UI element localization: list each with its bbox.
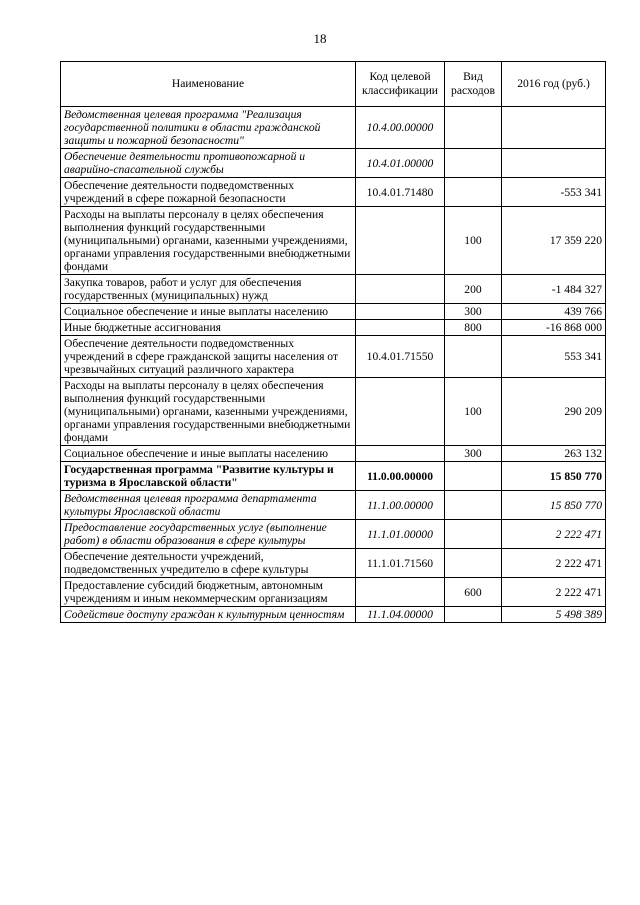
row-name-cell: Предоставление субсидий бюджетным, автономным учреждениям и иным некоммерческим организациям [61, 578, 356, 607]
row-name-cell: Иные бюджетные ассигнования [61, 320, 356, 336]
row-kind-cell: 100 [445, 378, 502, 446]
table-row [61, 207, 606, 275]
row-kind-cell: 300 [445, 446, 502, 462]
row-amount-cell: 2 222 471 [502, 520, 606, 549]
row-kind-cell [445, 149, 502, 178]
table-row [61, 491, 606, 520]
row-kind-cell: 600 [445, 578, 502, 607]
row-amount-cell: 290 209 [502, 378, 606, 446]
row-amount-cell: 2 222 471 [502, 578, 606, 607]
row-amount-cell: -553 341 [502, 178, 606, 207]
row-code-cell [356, 304, 445, 320]
page-number: 18 [313, 31, 327, 46]
table-row [61, 336, 606, 378]
header-name: Наименование [61, 62, 356, 107]
row-name-cell: Социальное обеспечение и иные выплаты населению [61, 446, 356, 462]
table-row [61, 462, 606, 491]
row-name-cell: Расходы на выплаты персоналу в целях обеспечения выполнения функций государственными (муниципальными) органами, казенными учреждениями, органами управления государственными внебюджетными фондами [61, 207, 356, 275]
table-row [61, 320, 606, 336]
row-code-cell: 10.4.01.71550 [356, 336, 445, 378]
row-kind-cell: 800 [445, 320, 502, 336]
row-code-cell: 10.4.01.00000 [356, 149, 445, 178]
table-row [61, 304, 606, 320]
row-amount-cell: 15 850 770 [502, 462, 606, 491]
row-code-cell: 11.1.01.00000 [356, 520, 445, 549]
row-code-cell [356, 578, 445, 607]
row-kind-cell [445, 107, 502, 149]
budget-table [60, 61, 606, 623]
row-kind-cell: 200 [445, 275, 502, 304]
row-code-cell [356, 320, 445, 336]
table-row [61, 178, 606, 207]
row-name-cell: Социальное обеспечение и иные выплаты населению [61, 304, 356, 320]
table-row [61, 107, 606, 149]
row-kind-cell [445, 491, 502, 520]
row-name-cell: Ведомственная целевая программа департамента культуры Ярославской области [61, 491, 356, 520]
row-name-cell: Предоставление государственных услуг (выполнение работ) в области образования в сфере культуры [61, 520, 356, 549]
row-kind-cell [445, 336, 502, 378]
row-name-cell: Ведомственная целевая программа "Реализация государственной политики в области гражданской защиты и пожарной безопасности" [61, 107, 356, 149]
table-row [61, 549, 606, 578]
row-name-cell: Обеспечение деятельности противопожарной и аварийно-спасательной службы [61, 149, 356, 178]
header-amount: 2016 год (руб.) [502, 62, 606, 107]
row-code-cell: 11.1.01.71560 [356, 549, 445, 578]
row-code-cell [356, 207, 445, 275]
row-code-cell [356, 378, 445, 446]
row-kind-cell [445, 520, 502, 549]
row-name-cell: Закупка товаров, работ и услуг для обеспечения государственных (муниципальных) нужд [61, 275, 356, 304]
row-name-cell: Содействие доступу граждан к культурным ценностям [61, 607, 356, 623]
table-row [61, 607, 606, 623]
row-amount-cell: -1 484 327 [502, 275, 606, 304]
row-amount-cell: 17 359 220 [502, 207, 606, 275]
row-code-cell: 10.4.01.71480 [356, 178, 445, 207]
row-amount-cell: 2 222 471 [502, 549, 606, 578]
table-row [61, 378, 606, 446]
row-amount-cell: 553 341 [502, 336, 606, 378]
row-name-cell: Государственная программа "Развитие культуры и туризма в Ярославской области" [61, 462, 356, 491]
table-row [61, 520, 606, 549]
row-amount-cell: 439 766 [502, 304, 606, 320]
row-code-cell [356, 275, 445, 304]
row-code-cell [356, 446, 445, 462]
row-code-cell: 11.1.00.00000 [356, 491, 445, 520]
row-kind-cell [445, 549, 502, 578]
row-amount-cell [502, 107, 606, 149]
table-header-row [61, 62, 606, 107]
row-amount-cell: -16 868 000 [502, 320, 606, 336]
row-amount-cell: 5 498 389 [502, 607, 606, 623]
table-row [61, 446, 606, 462]
table-row [61, 578, 606, 607]
row-amount-cell [502, 149, 606, 178]
row-kind-cell: 100 [445, 207, 502, 275]
row-amount-cell: 15 850 770 [502, 491, 606, 520]
table-row [61, 149, 606, 178]
table-row [61, 275, 606, 304]
header-kind: Вид расходов [445, 62, 502, 107]
row-name-cell: Расходы на выплаты персоналу в целях обеспечения выполнения функций государственными (муниципальными) органами, казенными учреждениями, органами управления государственными внебюджетными фондами [61, 378, 356, 446]
row-code-cell: 10.4.00.00000 [356, 107, 445, 149]
table-body [61, 107, 606, 623]
row-name-cell: Обеспечение деятельности подведомственных учреждений в сфере пожарной безопасности [61, 178, 356, 207]
row-amount-cell: 263 132 [502, 446, 606, 462]
row-code-cell: 11.0.00.00000 [356, 462, 445, 491]
row-kind-cell: 300 [445, 304, 502, 320]
row-code-cell: 11.1.04.00000 [356, 607, 445, 623]
row-kind-cell [445, 462, 502, 491]
row-name-cell: Обеспечение деятельности учреждений, подведомственных учредителю в сфере культуры [61, 549, 356, 578]
row-kind-cell [445, 607, 502, 623]
header-code: Код целевой классификации [356, 62, 445, 107]
row-name-cell: Обеспечение деятельности подведомственных учреждений в сфере гражданской защиты населения от чрезвычайных ситуаций различного характера [61, 336, 356, 378]
row-kind-cell [445, 178, 502, 207]
